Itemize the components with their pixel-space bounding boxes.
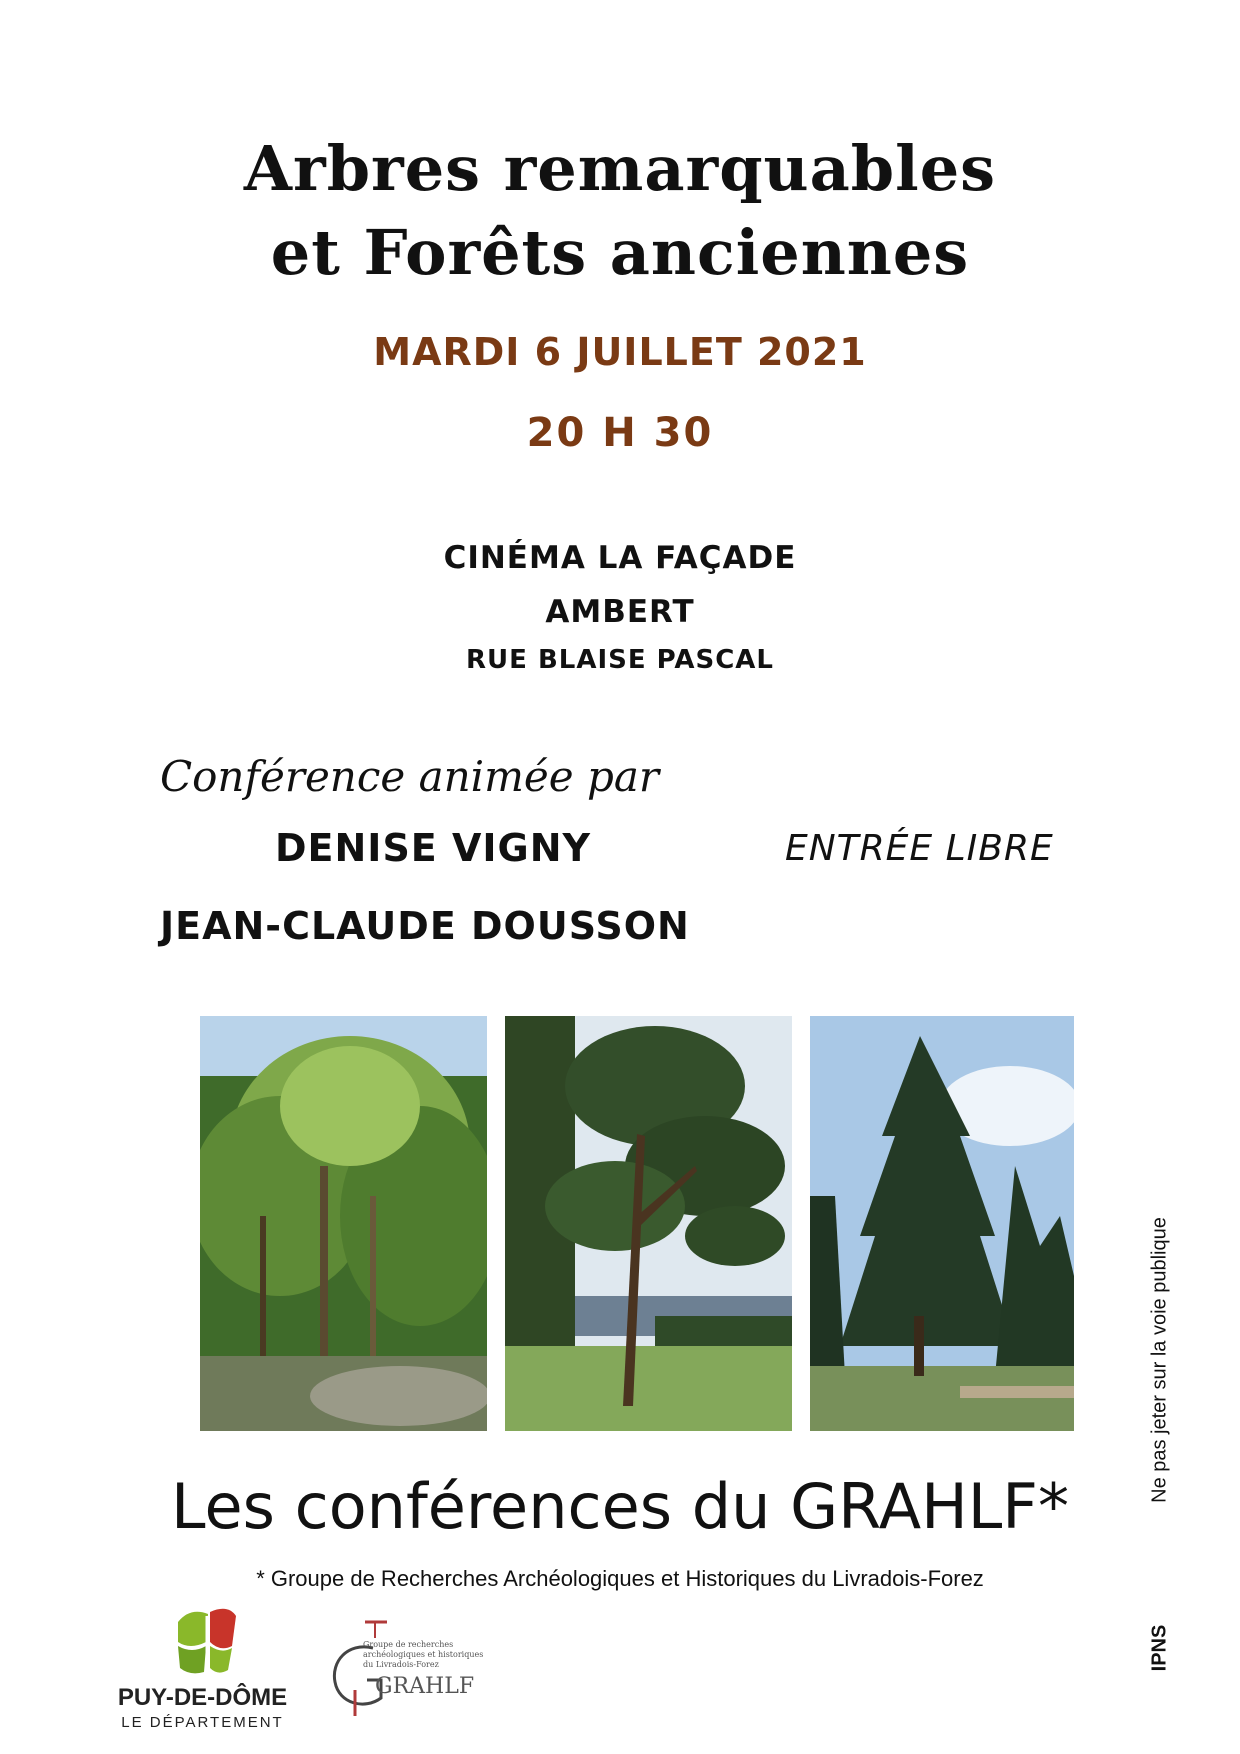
series-title: Les conférences du GRAHLF* xyxy=(171,1470,1069,1543)
venue-name: CINÉMA LA FAÇADE xyxy=(443,540,797,576)
series-footnote: * Groupe de Recherches Archéologiques et Historiques du Livradois-Forez xyxy=(256,1566,984,1591)
free-entry-label: ENTRÉE LIBRE xyxy=(785,828,1054,869)
speaker-name: JEAN-CLAUDE DOUSSON xyxy=(160,904,690,948)
leaf-icon xyxy=(170,1602,240,1682)
do-not-litter-note: Ne pas jeter sur la voie publique xyxy=(1148,1217,1171,1503)
speaker-name: DENISE VIGNY xyxy=(275,826,592,870)
venue-street: RUE BLAISE PASCAL xyxy=(466,645,774,675)
ipns-label: IPNS xyxy=(1148,1624,1171,1672)
event-time: 20 H 30 xyxy=(526,410,714,456)
pine-tree-photo xyxy=(505,1016,792,1431)
conference-by-label: Conférence animée par xyxy=(160,752,659,801)
puy-de-dome-name: PUY-DE-DÔME xyxy=(117,1684,288,1711)
poster-title-line-2: et Forêts anciennes xyxy=(270,216,970,289)
venue-city: AMBERT xyxy=(545,594,695,630)
grahlf-description: Groupe de recherches archéologiques et historiques du Livradois-Forez xyxy=(363,1640,484,1669)
puy-de-dome-subtitle: LE DÉPARTEMENT xyxy=(121,1714,284,1731)
grahlf-logo xyxy=(325,1618,495,1718)
event-date: MARDI 6 JUILLET 2021 xyxy=(373,330,867,374)
puy-de-dome-logo xyxy=(115,1602,290,1732)
grahlf-name: GRAHLF xyxy=(375,1674,475,1699)
beech-forest-photo xyxy=(200,1016,487,1431)
poster-title-line-1: Arbres remarquables xyxy=(243,132,997,205)
fir-tree-photo xyxy=(810,1016,1074,1431)
